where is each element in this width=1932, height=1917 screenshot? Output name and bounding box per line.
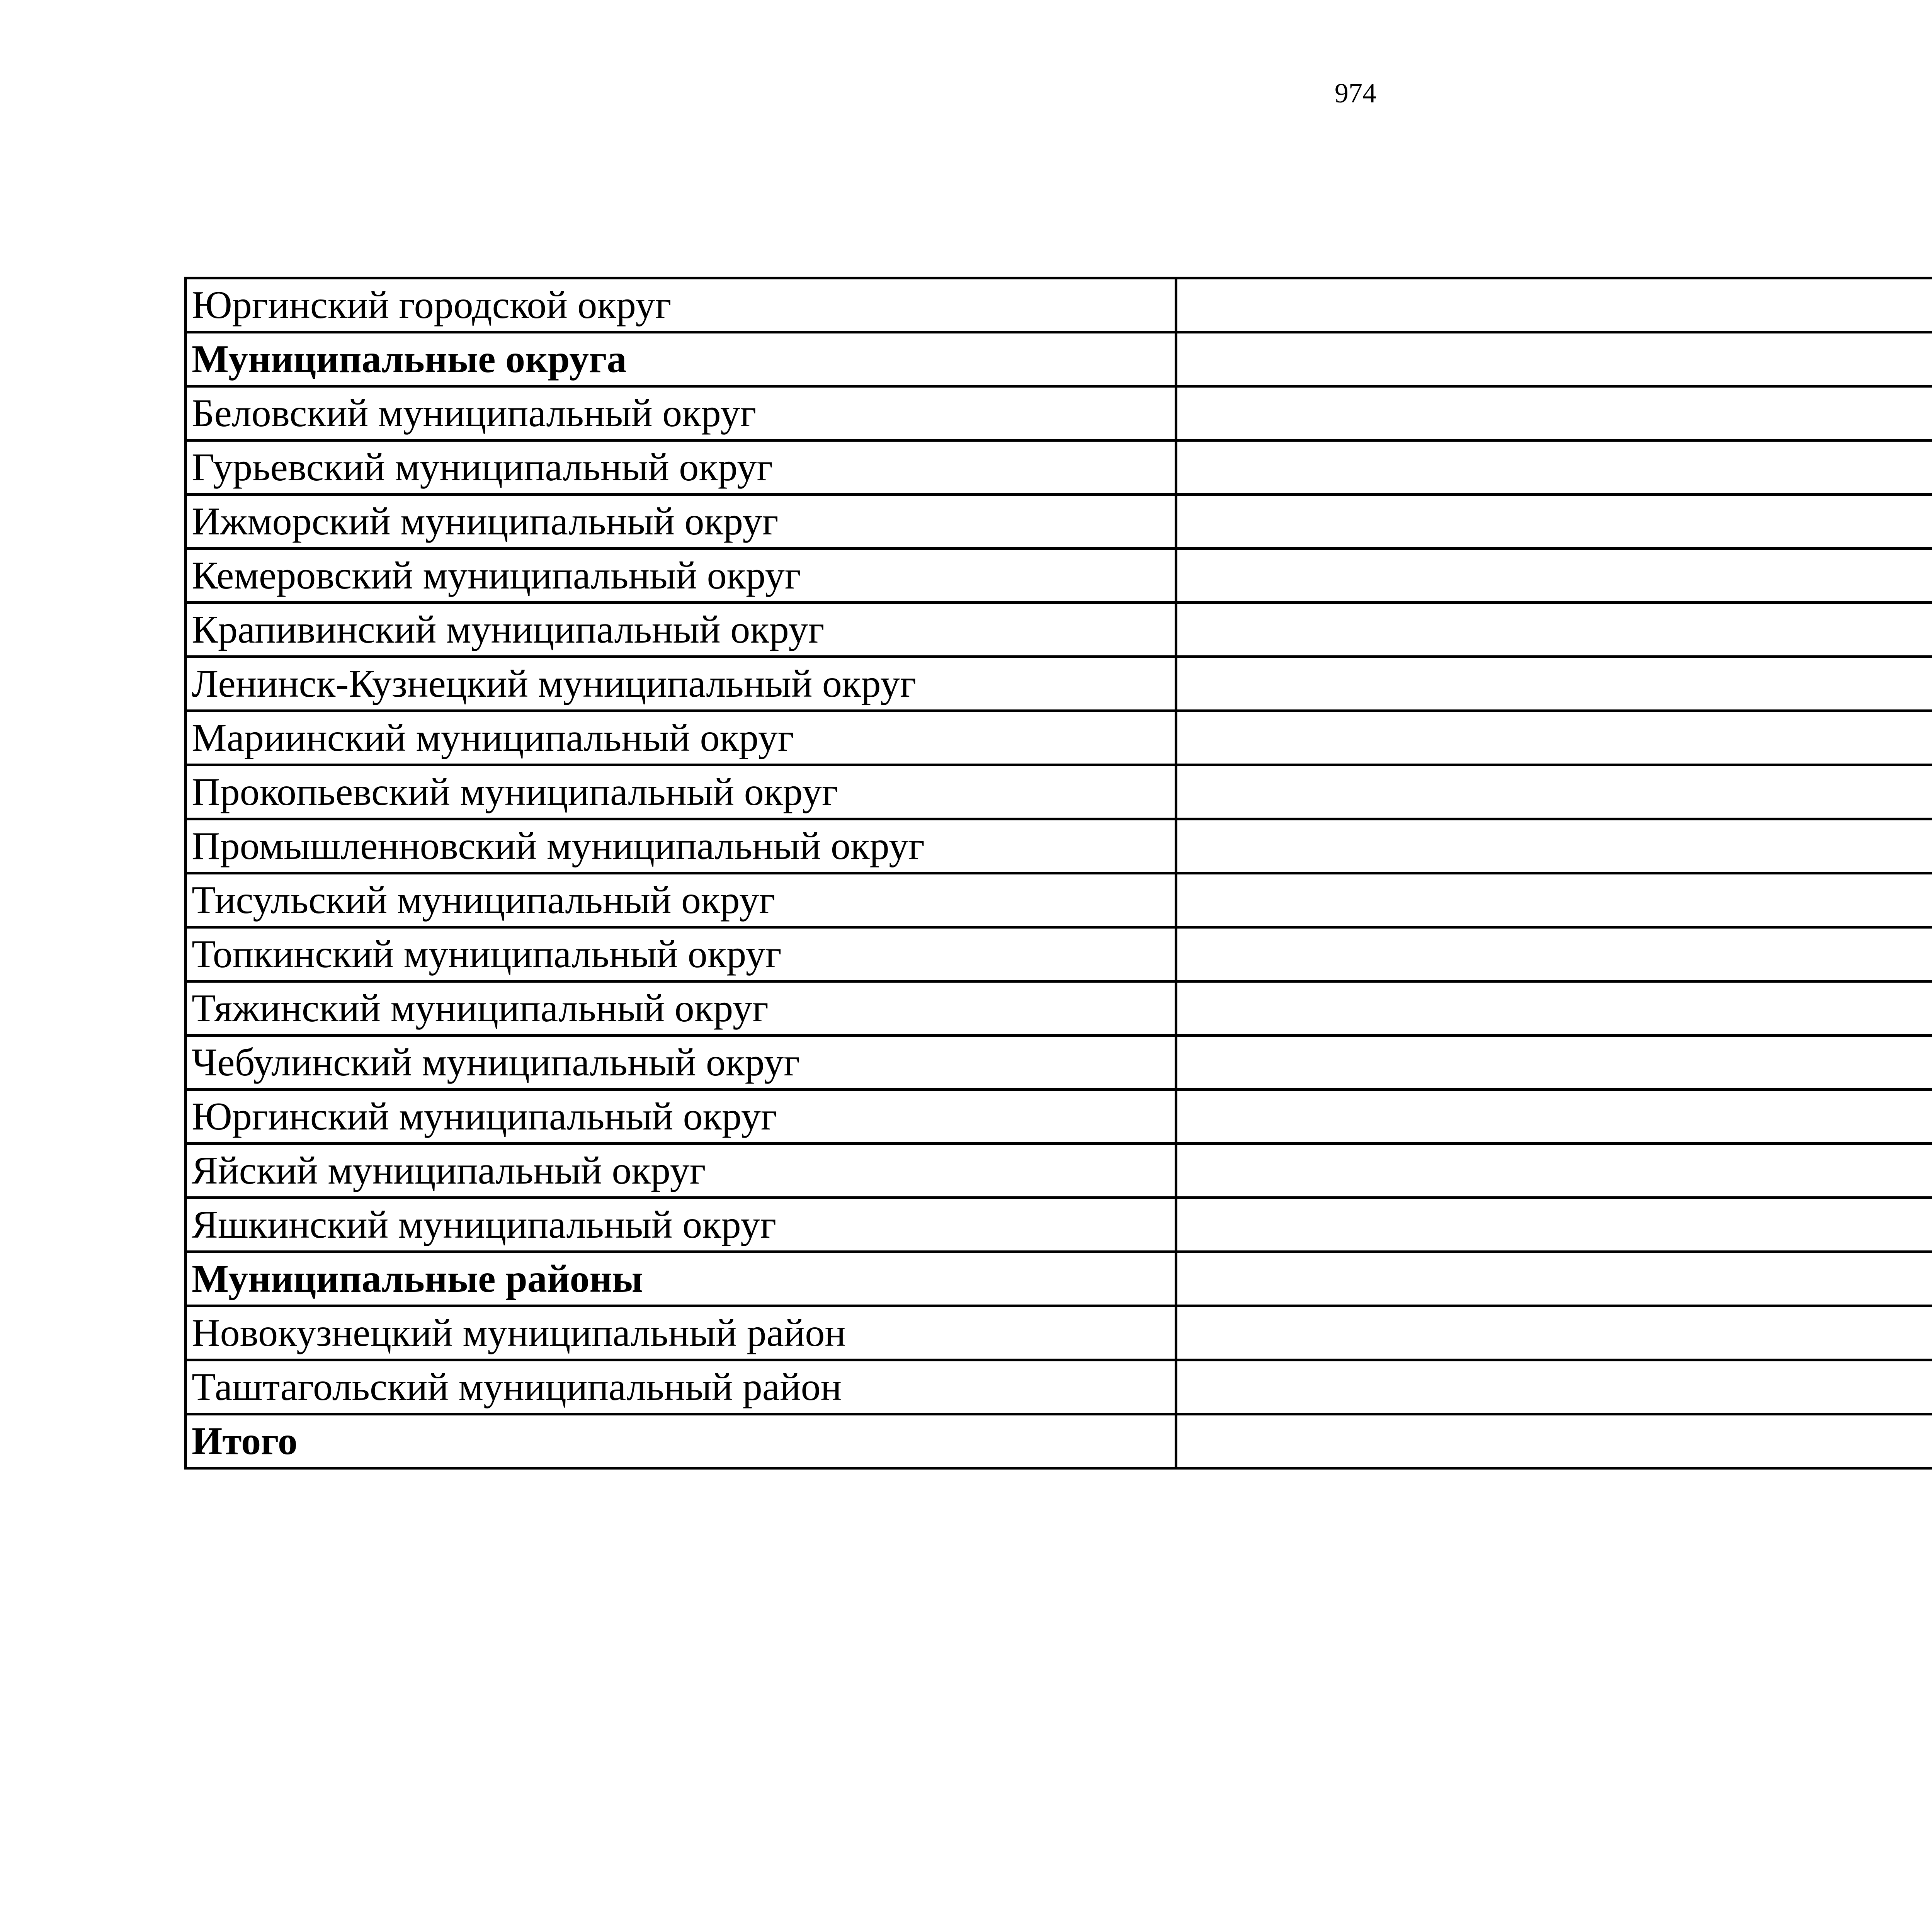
table-row: [186, 765, 1932, 819]
row-name: Яшкинский муниципальный округ: [186, 1198, 1176, 1252]
row-name: Муниципальные районы: [186, 1252, 1176, 1306]
row-value: [1176, 765, 1932, 819]
row-value: [1176, 1360, 1932, 1414]
table-row: [186, 927, 1932, 981]
row-name: Тяжинский муниципальный округ: [186, 981, 1176, 1036]
table-row: [186, 1360, 1932, 1414]
row-value: [1176, 1198, 1932, 1252]
row-name: Яйский муниципальный округ: [186, 1144, 1176, 1198]
row-name: Гурьевский муниципальный округ: [186, 441, 1176, 495]
row-value: [1176, 1252, 1932, 1306]
table-row: [186, 1198, 1932, 1252]
table-row: [186, 873, 1932, 927]
budget-table: [184, 277, 1932, 1470]
row-name: Итого: [186, 1414, 1176, 1468]
table-row: [186, 549, 1932, 603]
table-row-subtotal: [186, 1252, 1932, 1306]
row-value: [1176, 278, 1932, 332]
row-name: Юргинский городской округ: [186, 278, 1176, 332]
table-row: [186, 1090, 1932, 1144]
row-name: Кемеровский муниципальный округ: [186, 549, 1176, 603]
table-body: [186, 278, 1932, 1468]
table-row: [186, 1144, 1932, 1198]
table-row-subtotal: [186, 1414, 1932, 1468]
table-row: [186, 495, 1932, 549]
row-value: [1176, 332, 1932, 386]
row-name: Таштагольский муниципальный район: [186, 1360, 1176, 1414]
row-name: Муниципальные округа: [186, 332, 1176, 386]
row-name: Промышленновский муниципальный округ: [186, 819, 1176, 873]
row-name: Беловский муниципальный округ: [186, 386, 1176, 441]
row-value: [1176, 441, 1932, 495]
table-row: [186, 1036, 1932, 1090]
row-name: Чебулинский муниципальный округ: [186, 1036, 1176, 1090]
table-row: [186, 603, 1932, 657]
row-value: [1176, 1144, 1932, 1198]
table-row: [186, 1306, 1932, 1360]
row-value: [1176, 711, 1932, 765]
table-row-subtotal: [186, 332, 1932, 386]
table-row: [186, 981, 1932, 1036]
row-name: Тисульский муниципальный округ: [186, 873, 1176, 927]
row-name: Крапивинский муниципальный округ: [186, 603, 1176, 657]
table-row: [186, 441, 1932, 495]
row-value: [1176, 549, 1932, 603]
row-name: Ленинск-Кузнецкий муниципальный округ: [186, 657, 1176, 711]
row-value: [1176, 981, 1932, 1036]
table-row: [186, 386, 1932, 441]
table-row: [186, 711, 1932, 765]
row-value: [1176, 657, 1932, 711]
table-row: [186, 657, 1932, 711]
row-value: [1176, 873, 1932, 927]
row-value: [1176, 1036, 1932, 1090]
row-name: Топкинский муниципальный округ: [186, 927, 1176, 981]
row-name: Юргинский муниципальный округ: [186, 1090, 1176, 1144]
row-name: Прокопьевский муниципальный округ: [186, 765, 1176, 819]
table-row: [186, 819, 1932, 873]
row-value: [1176, 1414, 1932, 1468]
row-value: [1176, 495, 1932, 549]
page-number: 974: [1335, 78, 1376, 109]
row-value: [1176, 603, 1932, 657]
row-value: [1176, 819, 1932, 873]
row-value: [1176, 927, 1932, 981]
row-value: [1176, 386, 1932, 441]
row-name: Ижморский муниципальный округ: [186, 495, 1176, 549]
row-name: Мариинский муниципальный округ: [186, 711, 1176, 765]
row-value: [1176, 1090, 1932, 1144]
table-row: [186, 278, 1932, 332]
row-name: Новокузнецкий муниципальный район: [186, 1306, 1176, 1360]
row-value: [1176, 1306, 1932, 1360]
